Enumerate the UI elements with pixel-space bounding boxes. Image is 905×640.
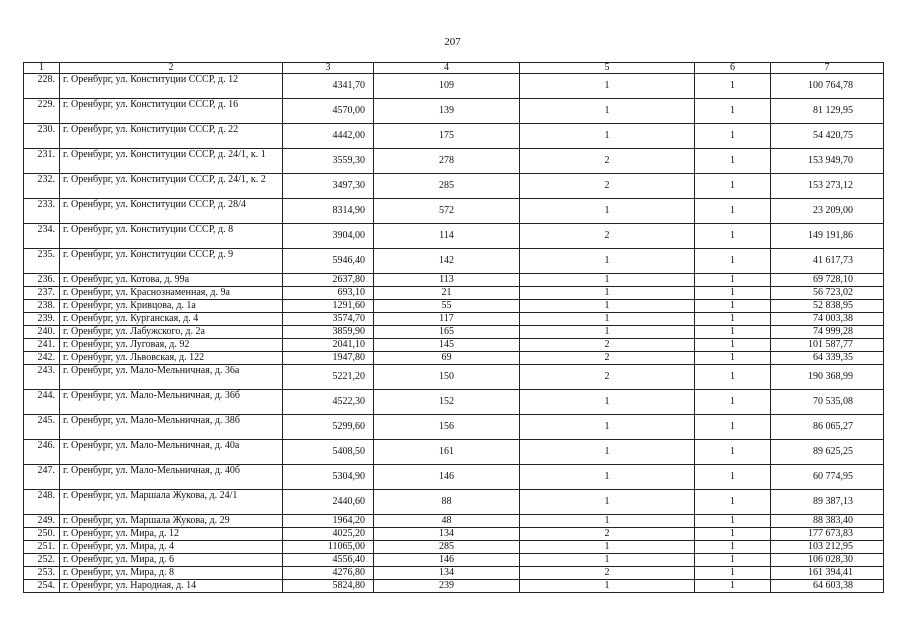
table-row xyxy=(24,300,884,313)
table-row xyxy=(24,567,884,580)
column-6-cell: 1 xyxy=(695,528,771,541)
column-4-cell: 114 xyxy=(374,224,520,249)
column-4-cell: 134 xyxy=(374,528,520,541)
amount-cell: 153 273,12 xyxy=(771,174,884,199)
area-cell: 1947,80 xyxy=(283,352,374,365)
column-5-cell: 1 xyxy=(520,541,695,554)
address-cell: г. Оренбург, ул. Кривцова, д. 1а xyxy=(60,300,283,313)
column-5-cell: 1 xyxy=(520,313,695,326)
column-4-cell: 239 xyxy=(374,580,520,593)
table-row xyxy=(24,124,884,149)
amount-cell: 89 625,25 xyxy=(771,440,884,465)
column-4-cell: 572 xyxy=(374,199,520,224)
amount-cell: 74 003,38 xyxy=(771,313,884,326)
column-4-cell: 285 xyxy=(374,174,520,199)
column-4-cell: 156 xyxy=(374,415,520,440)
table-row xyxy=(24,326,884,339)
amount-cell: 69 728,10 xyxy=(771,274,884,287)
address-cell: г. Оренбург, ул. Конституции СССР, д. 16 xyxy=(60,99,283,124)
row-number: 242. xyxy=(24,352,60,365)
header-col-1: 1 xyxy=(24,63,60,74)
address-cell: г. Оренбург, ул. Мира, д. 12 xyxy=(60,528,283,541)
column-4-cell: 109 xyxy=(374,74,520,99)
column-6-cell: 1 xyxy=(695,224,771,249)
row-number: 244. xyxy=(24,390,60,415)
column-6-cell: 1 xyxy=(695,339,771,352)
row-number: 230. xyxy=(24,124,60,149)
column-4-cell: 146 xyxy=(374,465,520,490)
amount-cell: 56 723,02 xyxy=(771,287,884,300)
table-row xyxy=(24,415,884,440)
area-cell: 3559,30 xyxy=(283,149,374,174)
area-cell: 5824,80 xyxy=(283,580,374,593)
area-cell: 4570,00 xyxy=(283,99,374,124)
column-6-cell: 1 xyxy=(695,390,771,415)
amount-cell: 153 949,70 xyxy=(771,149,884,174)
column-5-cell: 1 xyxy=(520,274,695,287)
row-number: 252. xyxy=(24,554,60,567)
table-row xyxy=(24,74,884,99)
area-cell: 3904,00 xyxy=(283,224,374,249)
column-4-cell: 165 xyxy=(374,326,520,339)
column-6-cell: 1 xyxy=(695,365,771,390)
amount-cell: 100 764,78 xyxy=(771,74,884,99)
table-row xyxy=(24,541,884,554)
table-row xyxy=(24,249,884,274)
address-cell: г. Оренбург, ул. Конституции СССР, д. 8 xyxy=(60,224,283,249)
column-4-cell: 146 xyxy=(374,554,520,567)
table-body xyxy=(24,74,884,593)
column-4-cell: 175 xyxy=(374,124,520,149)
row-number: 249. xyxy=(24,515,60,528)
row-number: 234. xyxy=(24,224,60,249)
area-cell: 693,10 xyxy=(283,287,374,300)
column-4-cell: 134 xyxy=(374,567,520,580)
column-5-cell: 2 xyxy=(520,339,695,352)
column-5-cell: 1 xyxy=(520,124,695,149)
header-col-7: 7 xyxy=(771,63,884,74)
column-6-cell: 1 xyxy=(695,515,771,528)
address-cell: г. Оренбург, ул. Мало-Мельничная, д. 36б xyxy=(60,390,283,415)
amount-cell: 81 129,95 xyxy=(771,99,884,124)
column-5-cell: 1 xyxy=(520,74,695,99)
row-number: 248. xyxy=(24,490,60,515)
row-number: 237. xyxy=(24,287,60,300)
column-5-cell: 2 xyxy=(520,567,695,580)
column-5-cell: 1 xyxy=(520,554,695,567)
table-row xyxy=(24,580,884,593)
column-4-cell: 145 xyxy=(374,339,520,352)
column-6-cell: 1 xyxy=(695,352,771,365)
column-4-cell: 150 xyxy=(374,365,520,390)
buildings-table xyxy=(23,62,884,593)
column-5-cell: 1 xyxy=(520,300,695,313)
area-cell: 5299,60 xyxy=(283,415,374,440)
column-6-cell: 1 xyxy=(695,541,771,554)
column-5-cell: 2 xyxy=(520,528,695,541)
column-5-cell: 1 xyxy=(520,580,695,593)
table-row xyxy=(24,313,884,326)
column-5-cell: 1 xyxy=(520,326,695,339)
address-cell: г. Оренбург, ул. Мало-Мельничная, д. 36а xyxy=(60,365,283,390)
area-cell: 5946,40 xyxy=(283,249,374,274)
header-col-6: 6 xyxy=(695,63,771,74)
amount-cell: 41 617,73 xyxy=(771,249,884,274)
amount-cell: 101 587,77 xyxy=(771,339,884,352)
address-cell: г. Оренбург, ул. Мало-Мельничная, д. 38б xyxy=(60,415,283,440)
row-number: 232. xyxy=(24,174,60,199)
column-6-cell: 1 xyxy=(695,554,771,567)
table-row xyxy=(24,515,884,528)
area-cell: 2440,60 xyxy=(283,490,374,515)
table-row xyxy=(24,274,884,287)
table-row xyxy=(24,390,884,415)
table-row xyxy=(24,440,884,465)
table-row xyxy=(24,149,884,174)
table-row xyxy=(24,490,884,515)
column-5-cell: 1 xyxy=(520,99,695,124)
row-number: 229. xyxy=(24,99,60,124)
amount-cell: 23 209,00 xyxy=(771,199,884,224)
column-6-cell: 1 xyxy=(695,174,771,199)
amount-cell: 106 028,30 xyxy=(771,554,884,567)
area-cell: 4276,80 xyxy=(283,567,374,580)
column-6-cell: 1 xyxy=(695,300,771,313)
address-cell: г. Оренбург, ул. Конституции СССР, д. 28/4 xyxy=(60,199,283,224)
address-cell: г. Оренбург, ул. Лабужского, д. 2а xyxy=(60,326,283,339)
column-5-cell: 2 xyxy=(520,224,695,249)
column-5-cell: 1 xyxy=(520,199,695,224)
column-6-cell: 1 xyxy=(695,124,771,149)
column-4-cell: 139 xyxy=(374,99,520,124)
area-cell: 4341,70 xyxy=(283,74,374,99)
column-5-cell: 1 xyxy=(520,490,695,515)
amount-cell: 74 999,28 xyxy=(771,326,884,339)
amount-cell: 60 774,95 xyxy=(771,465,884,490)
area-cell: 4522,30 xyxy=(283,390,374,415)
area-cell: 8314,90 xyxy=(283,199,374,224)
column-6-cell: 1 xyxy=(695,490,771,515)
column-6-cell: 1 xyxy=(695,415,771,440)
column-6-cell: 1 xyxy=(695,99,771,124)
header-col-4: 4 xyxy=(374,63,520,74)
address-cell: г. Оренбург, ул. Конституции СССР, д. 24/1, к. 2 xyxy=(60,174,283,199)
address-cell: г. Оренбург, ул. Конституции СССР, д. 22 xyxy=(60,124,283,149)
column-4-cell: 152 xyxy=(374,390,520,415)
table-row xyxy=(24,174,884,199)
row-number: 233. xyxy=(24,199,60,224)
amount-cell: 89 387,13 xyxy=(771,490,884,515)
column-6-cell: 1 xyxy=(695,440,771,465)
address-cell: г. Оренбург, ул. Конституции СССР, д. 24/1, к. 1 xyxy=(60,149,283,174)
table-row xyxy=(24,287,884,300)
area-cell: 1964,20 xyxy=(283,515,374,528)
area-cell: 5304,90 xyxy=(283,465,374,490)
row-number: 251. xyxy=(24,541,60,554)
address-cell: г. Оренбург, ул. Мира, д. 4 xyxy=(60,541,283,554)
address-cell: г. Оренбург, ул. Мира, д. 6 xyxy=(60,554,283,567)
row-number: 246. xyxy=(24,440,60,465)
amount-cell: 86 065,27 xyxy=(771,415,884,440)
row-number: 254. xyxy=(24,580,60,593)
column-4-cell: 285 xyxy=(374,541,520,554)
column-5-cell: 1 xyxy=(520,440,695,465)
row-number: 231. xyxy=(24,149,60,174)
address-cell: г. Оренбург, ул. Мало-Мельничная, д. 40б xyxy=(60,465,283,490)
column-6-cell: 1 xyxy=(695,567,771,580)
column-5-cell: 2 xyxy=(520,149,695,174)
column-6-cell: 1 xyxy=(695,287,771,300)
column-5-cell: 1 xyxy=(520,249,695,274)
area-cell: 3859,90 xyxy=(283,326,374,339)
table-row xyxy=(24,199,884,224)
table-row xyxy=(24,554,884,567)
area-cell: 5221,20 xyxy=(283,365,374,390)
column-5-cell: 1 xyxy=(520,390,695,415)
amount-cell: 149 191,86 xyxy=(771,224,884,249)
address-cell: г. Оренбург, ул. Народная, д. 14 xyxy=(60,580,283,593)
column-4-cell: 55 xyxy=(374,300,520,313)
row-number: 238. xyxy=(24,300,60,313)
address-cell: г. Оренбург, ул. Краснознаменная, д. 9а xyxy=(60,287,283,300)
column-5-cell: 1 xyxy=(520,465,695,490)
table-row xyxy=(24,528,884,541)
table-row xyxy=(24,365,884,390)
amount-cell: 161 394,41 xyxy=(771,567,884,580)
column-6-cell: 1 xyxy=(695,249,771,274)
header-row xyxy=(24,63,884,74)
area-cell: 2637,80 xyxy=(283,274,374,287)
table-row xyxy=(24,339,884,352)
column-6-cell: 1 xyxy=(695,580,771,593)
address-cell: г. Оренбург, ул. Мало-Мельничная, д. 40а xyxy=(60,440,283,465)
column-6-cell: 1 xyxy=(695,465,771,490)
row-number: 239. xyxy=(24,313,60,326)
amount-cell: 64 603,38 xyxy=(771,580,884,593)
row-number: 241. xyxy=(24,339,60,352)
table-header xyxy=(24,63,884,74)
column-5-cell: 1 xyxy=(520,415,695,440)
row-number: 235. xyxy=(24,249,60,274)
column-4-cell: 142 xyxy=(374,249,520,274)
area-cell: 4556,40 xyxy=(283,554,374,567)
amount-cell: 103 212,95 xyxy=(771,541,884,554)
address-cell: г. Оренбург, ул. Мира, д. 8 xyxy=(60,567,283,580)
row-number: 253. xyxy=(24,567,60,580)
address-cell: г. Оренбург, ул. Курганская, д. 4 xyxy=(60,313,283,326)
amount-cell: 88 383,40 xyxy=(771,515,884,528)
address-cell: г. Оренбург, ул. Конституции СССР, д. 12 xyxy=(60,74,283,99)
amount-cell: 52 838,95 xyxy=(771,300,884,313)
column-4-cell: 113 xyxy=(374,274,520,287)
row-number: 245. xyxy=(24,415,60,440)
column-6-cell: 1 xyxy=(695,199,771,224)
column-6-cell: 1 xyxy=(695,149,771,174)
column-4-cell: 278 xyxy=(374,149,520,174)
table-row xyxy=(24,99,884,124)
area-cell: 3574,70 xyxy=(283,313,374,326)
area-cell: 4442,00 xyxy=(283,124,374,149)
row-number: 240. xyxy=(24,326,60,339)
area-cell: 11065,00 xyxy=(283,541,374,554)
page-number: 207 xyxy=(444,36,461,48)
area-cell: 5408,50 xyxy=(283,440,374,465)
header-col-3: 3 xyxy=(283,63,374,74)
column-5-cell: 2 xyxy=(520,174,695,199)
column-4-cell: 21 xyxy=(374,287,520,300)
column-6-cell: 1 xyxy=(695,326,771,339)
column-6-cell: 1 xyxy=(695,313,771,326)
address-cell: г. Оренбург, ул. Луговая, д. 92 xyxy=(60,339,283,352)
amount-cell: 70 535,08 xyxy=(771,390,884,415)
row-number: 228. xyxy=(24,74,60,99)
column-4-cell: 88 xyxy=(374,490,520,515)
area-cell: 4025,20 xyxy=(283,528,374,541)
column-4-cell: 69 xyxy=(374,352,520,365)
column-4-cell: 48 xyxy=(374,515,520,528)
area-cell: 1291,60 xyxy=(283,300,374,313)
row-number: 243. xyxy=(24,365,60,390)
column-6-cell: 1 xyxy=(695,274,771,287)
row-number: 236. xyxy=(24,274,60,287)
column-5-cell: 1 xyxy=(520,287,695,300)
column-4-cell: 161 xyxy=(374,440,520,465)
column-4-cell: 117 xyxy=(374,313,520,326)
amount-cell: 54 420,75 xyxy=(771,124,884,149)
header-col-5: 5 xyxy=(520,63,695,74)
amount-cell: 190 368,99 xyxy=(771,365,884,390)
amount-cell: 64 339,35 xyxy=(771,352,884,365)
area-cell: 3497,30 xyxy=(283,174,374,199)
address-cell: г. Оренбург, ул. Котова, д. 99а xyxy=(60,274,283,287)
header-col-2: 2 xyxy=(60,63,283,74)
column-5-cell: 2 xyxy=(520,352,695,365)
table-row xyxy=(24,224,884,249)
column-5-cell: 2 xyxy=(520,365,695,390)
table-row xyxy=(24,465,884,490)
table-row xyxy=(24,352,884,365)
address-cell: г. Оренбург, ул. Конституции СССР, д. 9 xyxy=(60,249,283,274)
column-5-cell: 1 xyxy=(520,515,695,528)
address-cell: г. Оренбург, ул. Львовская, д. 122 xyxy=(60,352,283,365)
area-cell: 2041,10 xyxy=(283,339,374,352)
address-cell: г. Оренбург, ул. Маршала Жукова, д. 24/1 xyxy=(60,490,283,515)
column-6-cell: 1 xyxy=(695,74,771,99)
address-cell: г. Оренбург, ул. Маршала Жукова, д. 29 xyxy=(60,515,283,528)
row-number: 250. xyxy=(24,528,60,541)
row-number: 247. xyxy=(24,465,60,490)
amount-cell: 177 673,83 xyxy=(771,528,884,541)
